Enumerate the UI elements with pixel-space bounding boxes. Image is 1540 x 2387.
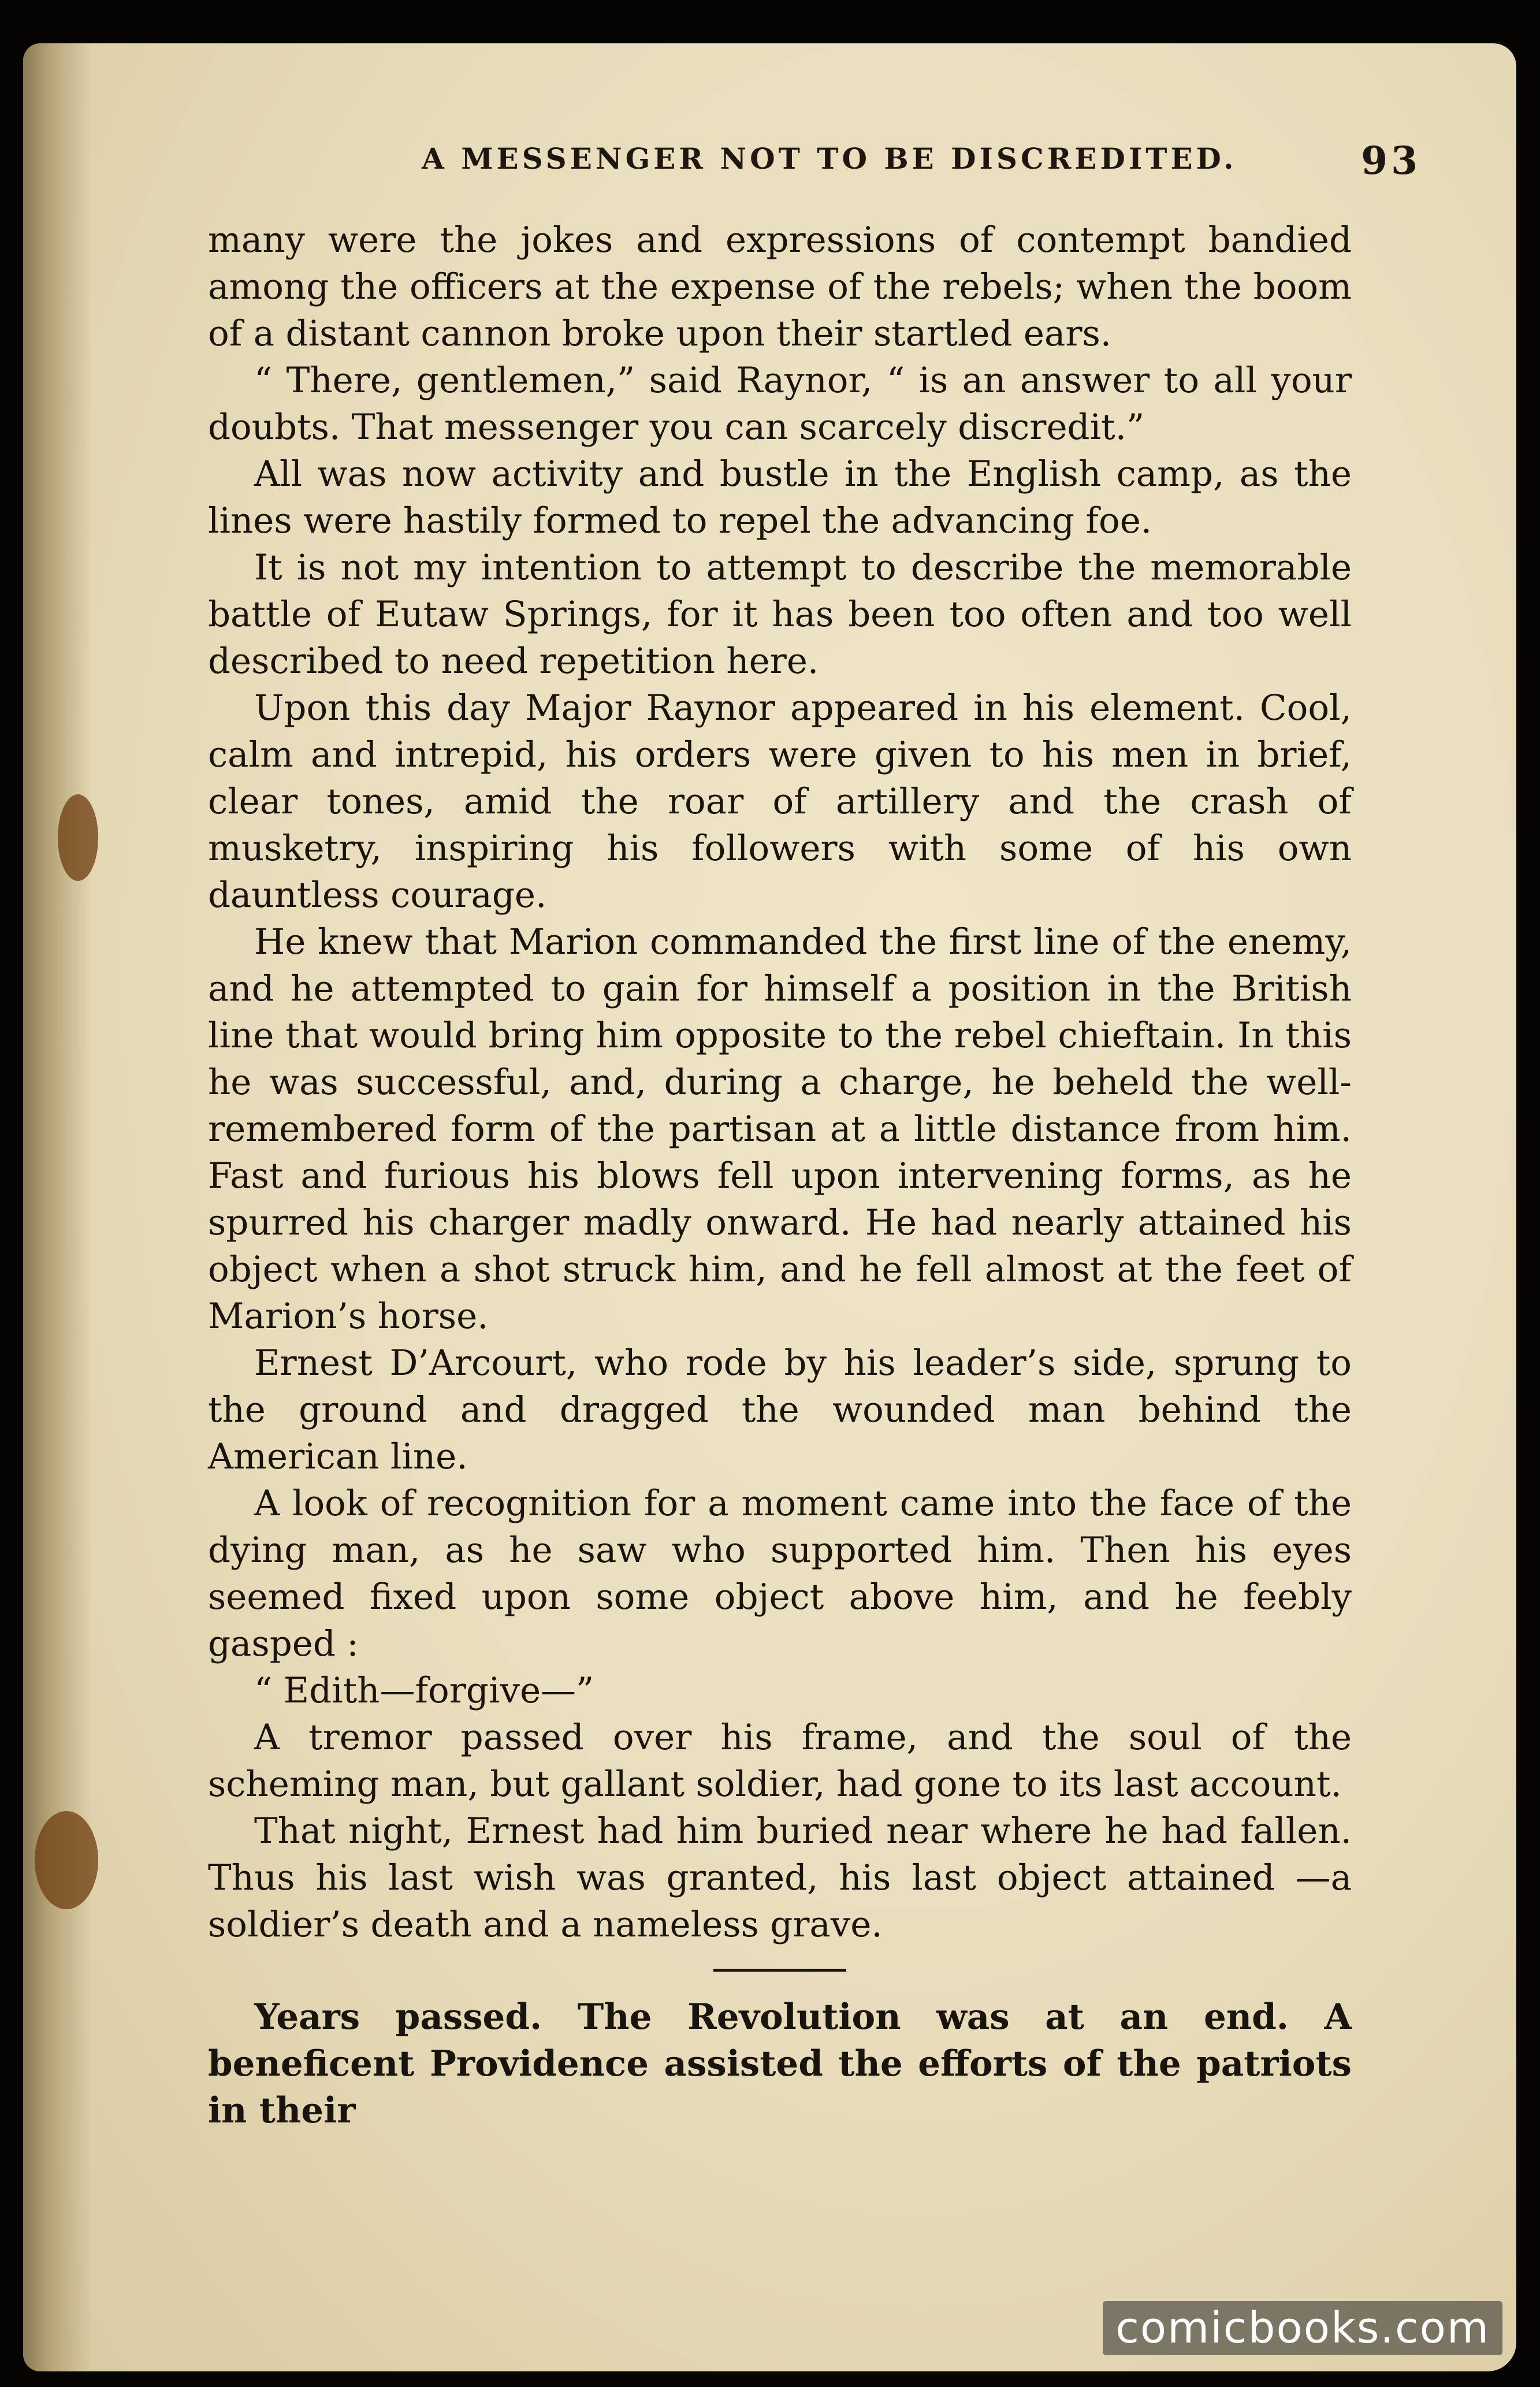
- paragraph: All was now activity and bustle in the English camp, as the lines were hastily formed to repel the advancing foe.: [208, 453, 1352, 541]
- paragraph-after-divider: Years passed. The Revolution was at an end. A beneficent Providence assisted the efforts of the patriots in their: [208, 1996, 1352, 2131]
- page-body: [208, 217, 1352, 2134]
- section-divider: [713, 1969, 846, 1972]
- page-gutter-shadow: [23, 43, 92, 2371]
- binding-stain: [58, 794, 98, 881]
- paragraph: Ernest D’Arcourt, who rode by his leader’s side, sprung to the ground and dragged the wounded man behind the American line.: [208, 1343, 1352, 1477]
- book-page: [23, 43, 1516, 2371]
- page-number: 93: [1361, 138, 1421, 183]
- paragraph: Upon this day Major Raynor appeared in his element. Cool, calm and intrepid, his orders were given to his men in brief, clear tones, amid the roar of artillery and the crash of musketry, inspiring his followers with some of his own dauntless courage.: [208, 687, 1352, 916]
- paragraph: That night, Ernest had him buried near where he had fallen. Thus his last wish was granted, his last object attained —a soldier’s death and a nameless grave.: [208, 1810, 1352, 1945]
- paragraph: “ Edith—forgive—”: [254, 1670, 594, 1711]
- binding-stain: [35, 1811, 98, 1909]
- watermark: comicbooks.com: [1103, 2301, 1502, 2355]
- paragraph: A look of recognition for a moment came into the face of the dying man, as he saw who supported him. Then his eyes seemed fixed upon some object above him, and he feebly gasped :: [208, 1483, 1352, 1664]
- running-header: [323, 138, 1421, 199]
- paragraph: It is not my intention to attempt to describe the memorable battle of Eutaw Springs, for it has been too often and too well described to need repetition here.: [208, 547, 1352, 682]
- paragraph: He knew that Marion commanded the first line of the enemy, and he attempted to gain for himself a position in the British line that would bring him opposite to the rebel chieftain. In this he was successful, and, during a charge, he beheld the well-remembered form of the partisan at a little distance from him. Fast and furious his blows fell upon intervening forms, as he spurred his charger madly onward. He had nearly attained his object when a shot struck him, and he fell almost at the feet of Marion’s horse.: [208, 921, 1352, 1337]
- running-title: A MESSENGER NOT TO BE DISCREDITED.: [422, 142, 1237, 176]
- paragraph: A tremor passed over his frame, and the soul of the scheming man, but gallant soldier, had gone to its last account.: [208, 1717, 1352, 1805]
- paragraph: many were the jokes and expressions of contempt bandied among the officers at the expense of the rebels; when the boom of a distant cannon broke upon their startled ears.: [208, 220, 1352, 354]
- paragraph: “ There, gentlemen,” said Raynor, “ is an answer to all your doubts. That messenger you can scarcely discredit.”: [208, 360, 1352, 448]
